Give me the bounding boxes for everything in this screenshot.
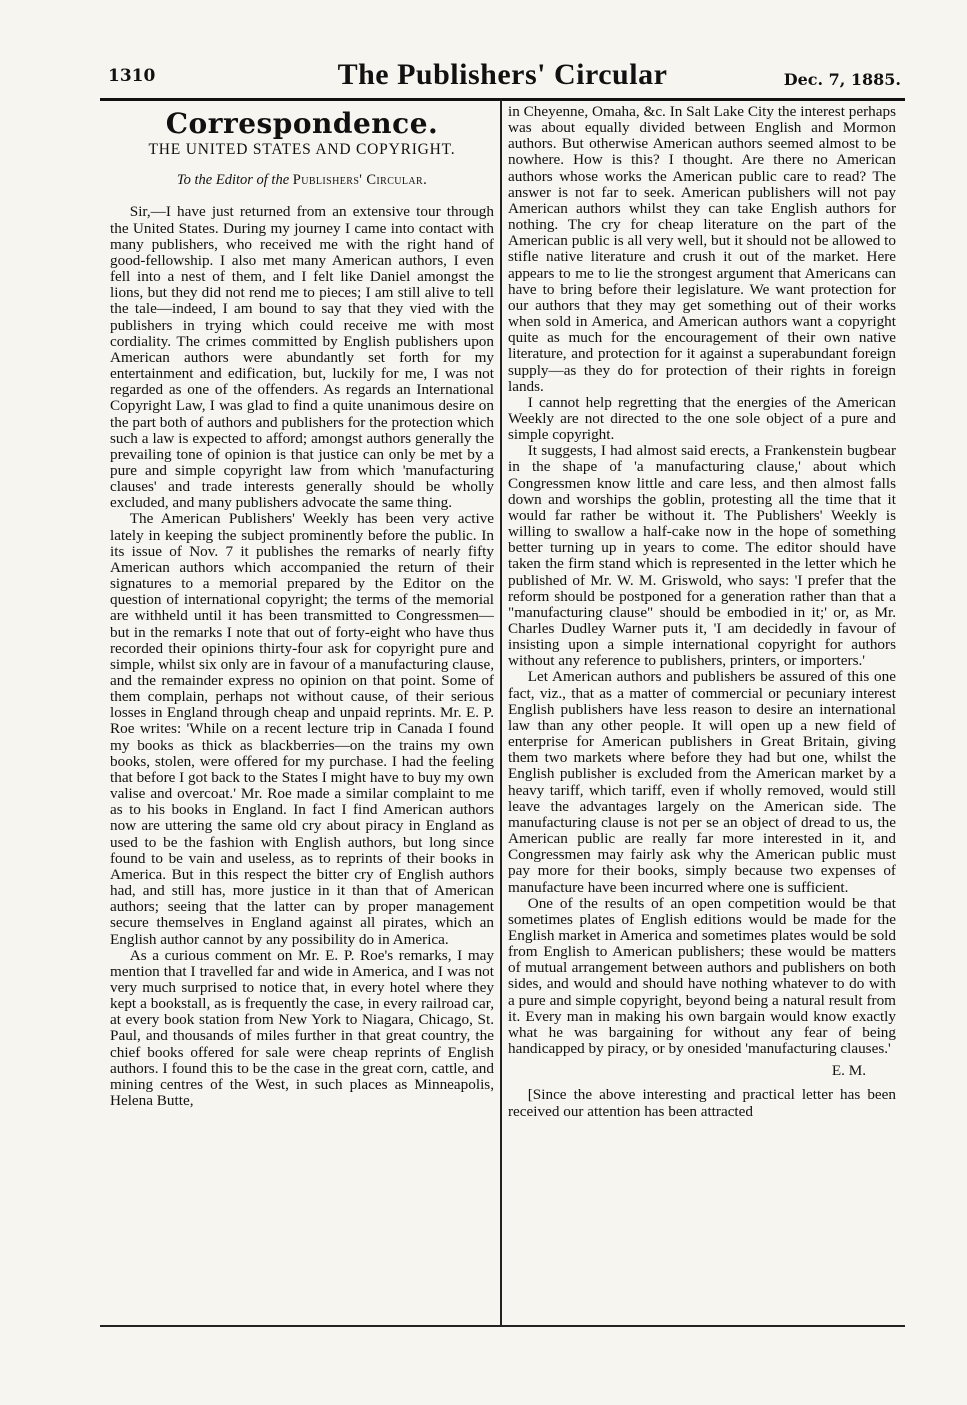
paragraph: It suggests, I had almost said erects, a Frankenstein bugbear in the shape of 'a manufacturing clause,' about which Congressmen know little and care less, and then almost falls down and worships the goblin, protesting all the time that it would far rather be without it. The Publishers' Weekly is willing to swallow a half-cake now in the hope of something better turning up in years to come. The editor should have taken the firm stand which is represented in the letter which he published of Mr. W. M. Griswold, who says: 'I prefer that the reform should be postponed for a generation rather than that a "manufacturing clause" should be embodied in it;' or, as Mr. Charles Dudley Warner puts it, 'I am decidedly in favour of insisting upon a simple international copyright for authors without any reference to publishers, printers, or importers.' bbox=[508, 442, 896, 670]
issue-date: Dec. 7, 1885. bbox=[783, 70, 901, 89]
paragraph: I cannot help regretting that the energies of the American Weekly are not directed to the one sole object of a pure and simple copyright. bbox=[508, 393, 896, 444]
paragraph: One of the results of an open competition would be that sometimes plates of English editions would be made for the English market in America and sometimes plates would be sold from English to American publishers; these would be matters of mutual arrangement between authors and publishers on both sides, and would and should have nothing whatever to do with a pure and simple copyright, beyond being a natural result from it. Every man in making his own bargain would know exactly what he was bargaining for without any fear of being handicapped by piracy, or by onesided 'manufacturing clauses.' bbox=[508, 894, 896, 1058]
page-header bbox=[100, 58, 905, 101]
dedication-prefix: To the Editor of the bbox=[176, 172, 290, 189]
page-number: 1310 bbox=[108, 66, 156, 86]
paragraph: The American Publishers' Weekly has been very active lately in keeping the subject prominently before the public. In its issue of Nov. 7 it publishes the remarks of nearly fifty American authors which accompanied the return of their signatures to a memorial prepared by the Editor on the question of international copyright; the terms of the memorial are withheld until it has been transmitted to Congressmen—but in the remarks I note that out of forty-eight who have thus recorded their opinions thirty-four ask for copyright pure and simple, whilst six only are in favour of a manufacturing clause, and the remainder express no opinion on that point. Some of them complain, perhaps not without cause, of their serious losses in England through cheap and unpaid reprints. Mr. E. P. Roe writes: 'While on a recent lecture trip in Canada I found my books as thick as blackberries—on the trains my own books, stolen, were offered for my purchase. I had the feeling that before I got back to the States I might have to buy my own valise and overcoat.' Mr. Roe made a similar complaint to me as to his books in England. In fact I find American authors now are uttering the same old cry about piracy in England as used to be the fashion with English authors, but long since found to be vain and useless, as to reprints of their books in America. But in this respect the bitter cry of English authors had, and still has, more justice in it than that of American authors; seeing that the latter can by proper management secure themselves in England against all pirates, which an English author cannot by any possibility do in America. bbox=[110, 510, 494, 948]
journal-title: The Publishers' Circular bbox=[337, 58, 668, 91]
editor-note: [Since the above interesting and practical letter has been received our attention has been attracted bbox=[508, 1086, 896, 1120]
section-title: Correspondence. bbox=[165, 107, 439, 140]
dedication-target: Publishers' Circular. bbox=[292, 172, 428, 189]
left-column bbox=[110, 104, 494, 1109]
paragraph: Let American authors and publishers be assured of this one fact, viz., that as a matter of commercial or pecuniary interest English publishers have less reason to desire an international law than any other people. It will open up a new field of enterprise for American publishers in Great Britain, giving them two markets where before they had but one, whilst the English publisher is excluded from the American market by a heavy tariff, which tariff, even if wholly removed, would still leave the advantages largely on the American side. The manufacturing clause is not per se an object of dread to us, the American public are really far more interested in it, and Congressmen may fairly ask why the American public must pay more for their books, simply because two expenses of manufacture have been incurred where one is sufficient. bbox=[508, 668, 896, 896]
right-column bbox=[508, 104, 896, 1120]
signature: E. M. bbox=[831, 1062, 866, 1080]
dedication-line bbox=[110, 172, 494, 188]
column-divider bbox=[500, 100, 502, 1327]
paragraph: in Cheyenne, Omaha, &c. In Salt Lake City the interest perhaps was about equally divided between English and Mormon authors. But otherwise American authors seemed almost to be nowhere. How is this? I thought. Are there no American authors whose works the American public care to read? The answer is not far to seek. American publishers will not pay American authors whilst they can take English authors for nothing. The cry for cheap literature on the part of the American public is all very well, but it should not be allowed to stifle native literature and crush it out of the market. Here appears to me to lie the strongest argument that Americans can have to bring before their legislature. We want protection for our authors that they may get something out of their works when sold in America, and American authors want a copyright quite as much for the encouragement of their own native literature, and protection for it against a superabundant foreign supply—as they do for protection of their rights in foreign lands. bbox=[508, 103, 896, 395]
article-title: THE UNITED STATES AND COPYRIGHT. bbox=[148, 141, 456, 159]
paragraph: As a curious comment on Mr. E. P. Roe's remarks, I may mention that I travelled far and wide in America, and I was not very much surprised to notice that, in every hotel where they kept a bookstall, as is frequently the case, in every railroad car, at every book station from New York to Niagara, Chicago, St. Paul, and thousands of miles further in that great country, the chief books offered for sale were cheap reprints of English authors. I found this to be the case in the great corn, cattle, and mining centres of the West, in such places as Minneapolis, Helena Butte, bbox=[110, 946, 494, 1110]
paragraph: Sir,—I have just returned from an extensive tour through the United States. During my journey I came into contact with many publishers, who received me with the right hand of good-fellowship. I also met many American authors, I even fell into a nest of them, and I felt like Daniel amongst the lions, but they did not rend me to pieces; I am still alive to tell the tale—indeed, I am bound to say that they vied with the publishers in trying which could receive me with most cordiality. The crimes committed by English publishers upon American authors were abundantly set forth for my entertainment and edification, but, luckily for me, I was not regarded as one of the offenders. As regards an International Copyright Law, I was glad to find a quite unanimous desire on the part both of authors and publishers for the protection which such a law is expected to afford; amongst authors generally the prevailing tone of opinion is that justice can only be met by a pure and simple copyright law from which 'manufacturing clauses' and trade interests generally should be wholly excluded, and many publishers advocate the same thing. bbox=[110, 203, 494, 512]
bottom-rule bbox=[100, 1325, 905, 1327]
